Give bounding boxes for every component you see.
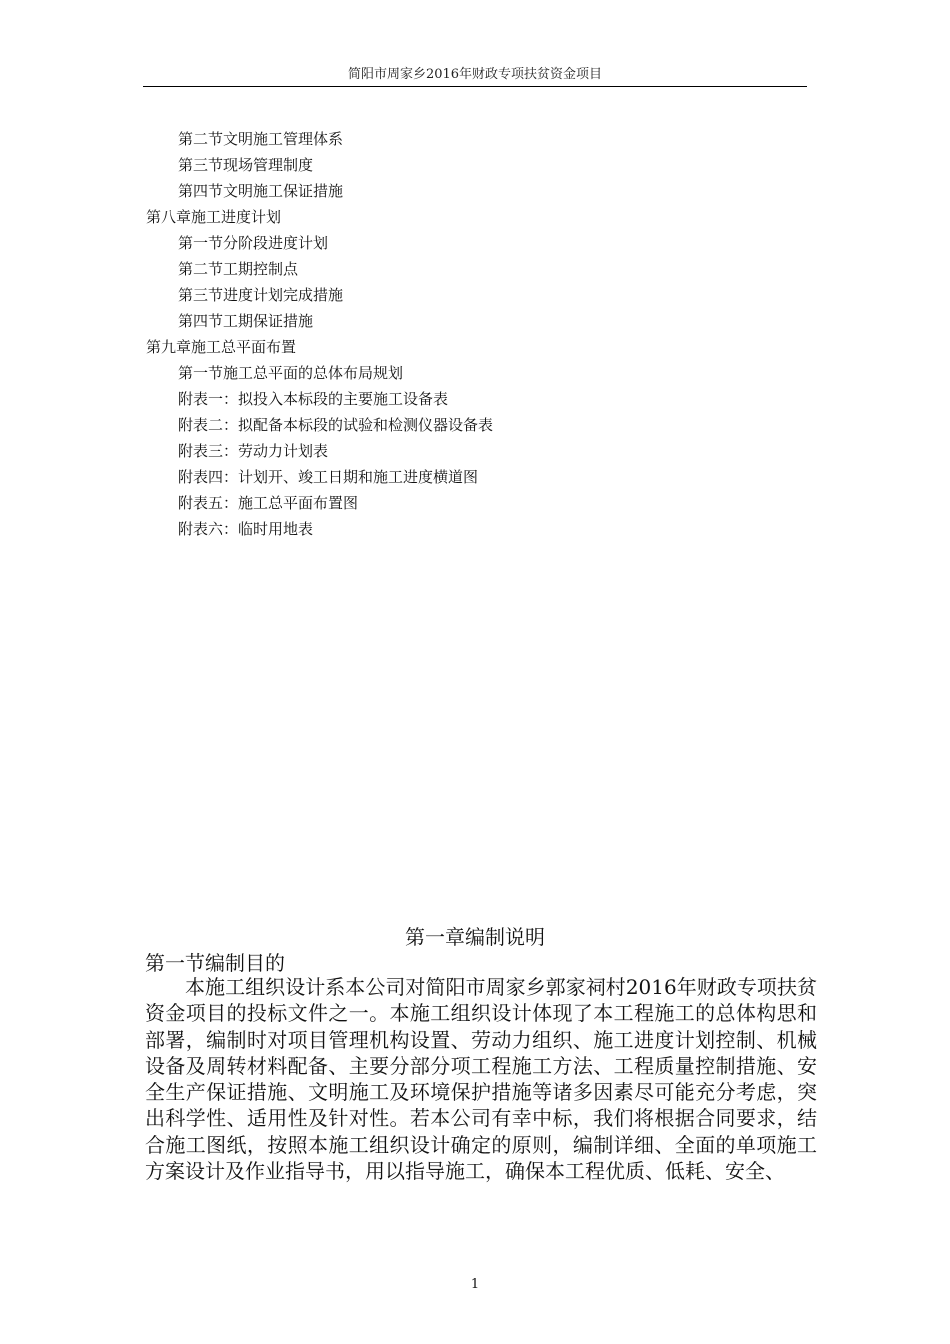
toc-item: 附表一：拟投入本标段的主要施工设备表 <box>178 390 449 408</box>
body-paragraph: 本施工组织设计系本公司对简阳市周家乡郭家祠村2016年财政专项扶贫资金项目的投标文件之一。本施工组织设计体现了本工程施工的总体构思和部署，编制时对项目管理机构设置、劳动力组织、施工进度计划控制、机械设备及周转材料配备、主要分部分项工程施工方法、工程质量控制措施、安全生产保证措施、文明施工及环境保护措施等诸多因素尽可能充分考虑，突出科学性、适用性及针对性。若本公司有幸中标，我们将根据合同要求，结合施工图纸，按照本施工组织设计确定的原则，编制详细、全面的单项施工方案设计及作业指导书，用以指导施工，确保本工程优质、低耗、安全、 <box>145 975 817 1184</box>
toc-item: 附表五：施工总平面布置图 <box>178 494 359 512</box>
toc-item: 附表四：计划开、竣工日期和施工进度横道图 <box>178 468 479 486</box>
section-title: 第一节编制目的 <box>145 951 285 975</box>
toc-item: 第一节施工总平面的总体布局规划 <box>178 364 404 382</box>
toc-chapter: 第九章施工总平面布置 <box>146 338 297 356</box>
toc-item: 第三节进度计划完成措施 <box>178 286 344 304</box>
toc-item: 第一节分阶段进度计划 <box>178 234 329 252</box>
toc-item: 第四节文明施工保证措施 <box>178 182 344 200</box>
toc-item: 附表三：劳动力计划表 <box>178 442 329 460</box>
toc-item: 第四节工期保证措施 <box>178 312 314 330</box>
toc-item: 第三节现场管理制度 <box>178 156 314 174</box>
toc-item: 附表二：拟配备本标段的试验和检测仪器设备表 <box>178 416 494 434</box>
toc-item: 第二节文明施工管理体系 <box>178 130 344 148</box>
chapter-title: 第一章编制说明 <box>405 925 545 949</box>
page-number: 1 <box>470 1277 480 1292</box>
toc-chapter: 第八章施工进度计划 <box>146 208 282 226</box>
toc-item: 附表六：临时用地表 <box>178 520 314 538</box>
toc-item: 第二节工期控制点 <box>178 260 299 278</box>
page-header: 简阳市周家乡2016年财政专项扶贫资金项目 <box>143 66 807 87</box>
